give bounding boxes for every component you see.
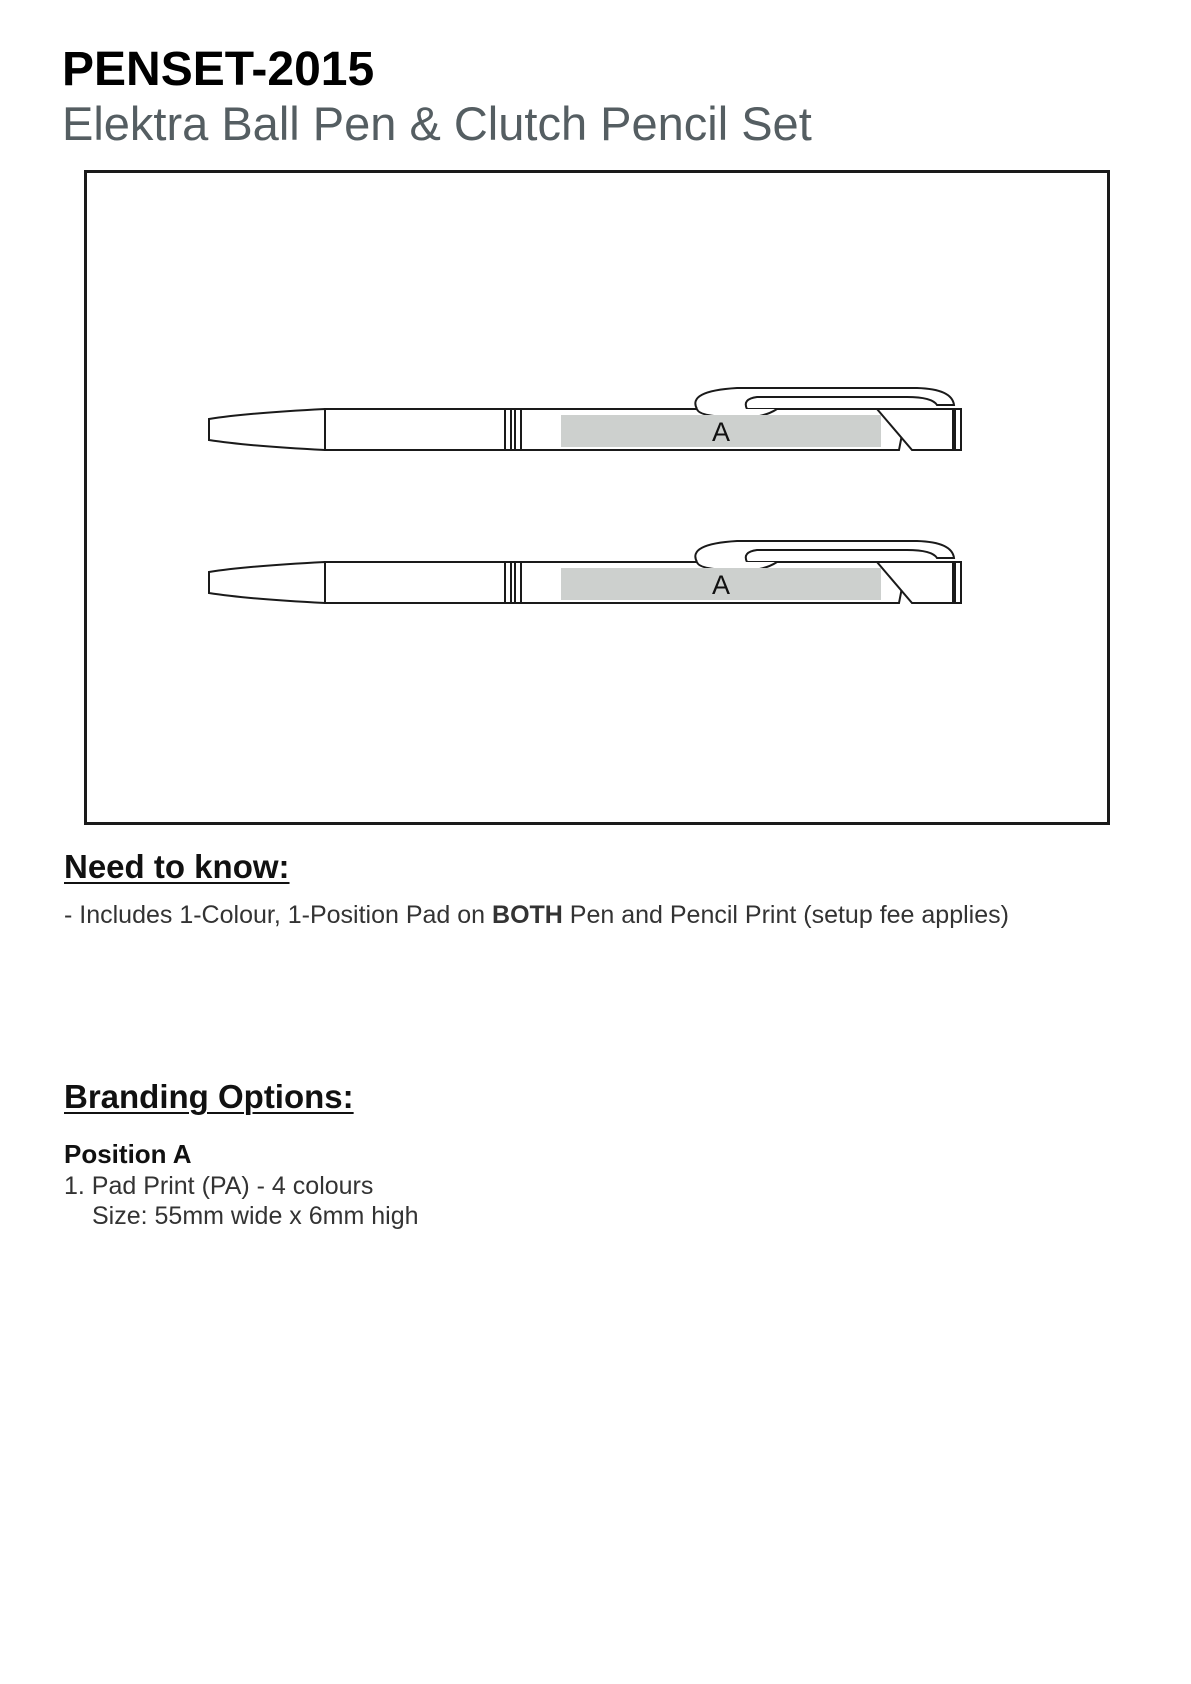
product-name: Elektra Ball Pen & Clutch Pencil Set bbox=[62, 97, 812, 150]
need-to-know-heading: Need to know: bbox=[64, 848, 290, 885]
product-code: PENSET-2015 bbox=[62, 43, 375, 96]
pen-line-drawing bbox=[87, 173, 1107, 822]
need-to-know-text-start: - Includes 1-Colour, 1-Position Pad on bbox=[64, 901, 493, 929]
need-to-know-emphasis: BOTH bbox=[492, 901, 563, 929]
need-to-know-text-end: Pen and Pencil Print (setup fee applies) bbox=[562, 901, 1009, 929]
position-a-heading: Position A bbox=[64, 1139, 192, 1169]
branding-option-pad-print: 1. Pad Print (PA) - 4 colours bbox=[64, 1172, 374, 1200]
branding-options-heading: Branding Options: bbox=[64, 1078, 354, 1115]
need-to-know-item bbox=[64, 899, 1009, 931]
print-area-label-2: A bbox=[711, 570, 731, 600]
branding-option-size: Size: 55mm wide x 6mm high bbox=[92, 1202, 419, 1230]
print-area-label-1: A bbox=[711, 417, 731, 447]
product-drawing-frame bbox=[84, 170, 1110, 825]
